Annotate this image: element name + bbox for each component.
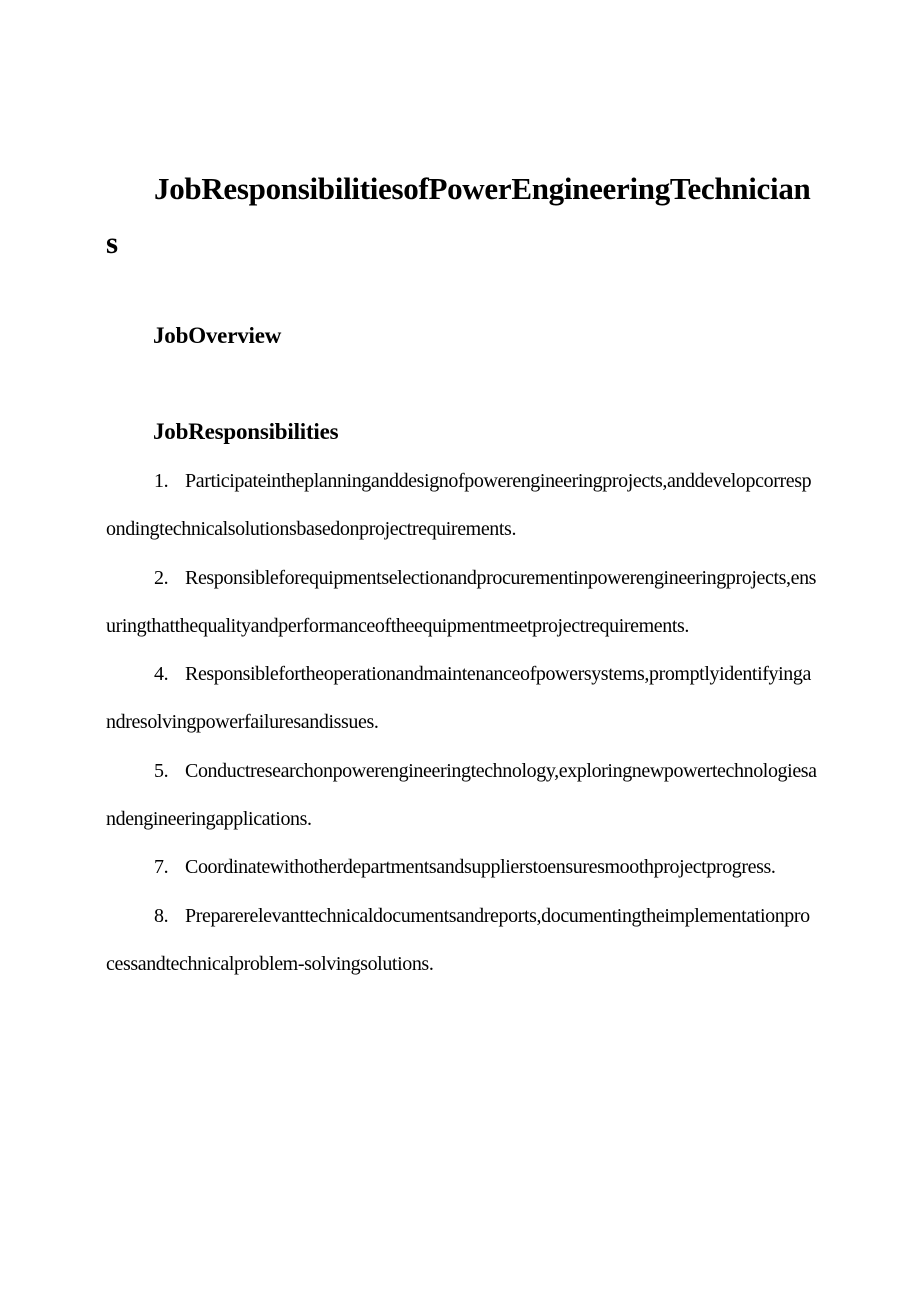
responsibility-text: Conductresearchonpowerengineeringtechnology,exploringnewpowertechnologiesandengineeringapplications. xyxy=(106,759,817,831)
responsibility-item-2 xyxy=(106,554,818,651)
responsibility-number: 4. xyxy=(154,663,169,686)
responsibility-number: 8. xyxy=(154,904,169,927)
responsibility-text: Responsiblefortheoperationandmaintenanceofpowersystems,promptlyidentifyingandresolvingpowerfailuresandissues. xyxy=(106,663,811,734)
responsibilities-list xyxy=(106,457,818,988)
responsibility-item-8 xyxy=(106,892,818,989)
responsibility-item-7 xyxy=(106,843,818,891)
section-heading-job-overview: JobOverview xyxy=(153,323,282,348)
responsibility-text: Preparerelevanttechnicaldocumentsandreports,documentingtheimplementationprocessandtechnicalproblem-solvingsolutions. xyxy=(106,904,810,975)
responsibility-item-1 xyxy=(106,457,818,554)
responsibility-text: Coordinatewithotherdepartmentsandsupplierstoensuresmoothprojectprogress. xyxy=(185,856,776,879)
responsibility-number: 7. xyxy=(154,856,169,879)
responsibility-number: 2. xyxy=(154,566,169,589)
responsibility-text: Responsibleforequipmentselectionandprocurementinpowerengineeringprojects,ensuringthatthequalityandperformanceoftheequipmentmeetprojectrequirements. xyxy=(106,566,817,637)
responsibility-number: 5. xyxy=(154,759,169,782)
responsibility-item-4 xyxy=(106,650,818,747)
section-heading-job-responsibilities: JobResponsibilities xyxy=(153,419,339,444)
document-title: JobResponsibilitiesofPowerEngineeringTechnicians xyxy=(106,171,811,260)
responsibility-text: Participateintheplanninganddesignofpowerengineeringprojects,anddevelopcorrespondingtechnicalsolutionsbasedonprojectrequirements. xyxy=(106,470,812,541)
responsibility-number: 1. xyxy=(154,470,169,492)
responsibility-item-5 xyxy=(106,747,818,844)
